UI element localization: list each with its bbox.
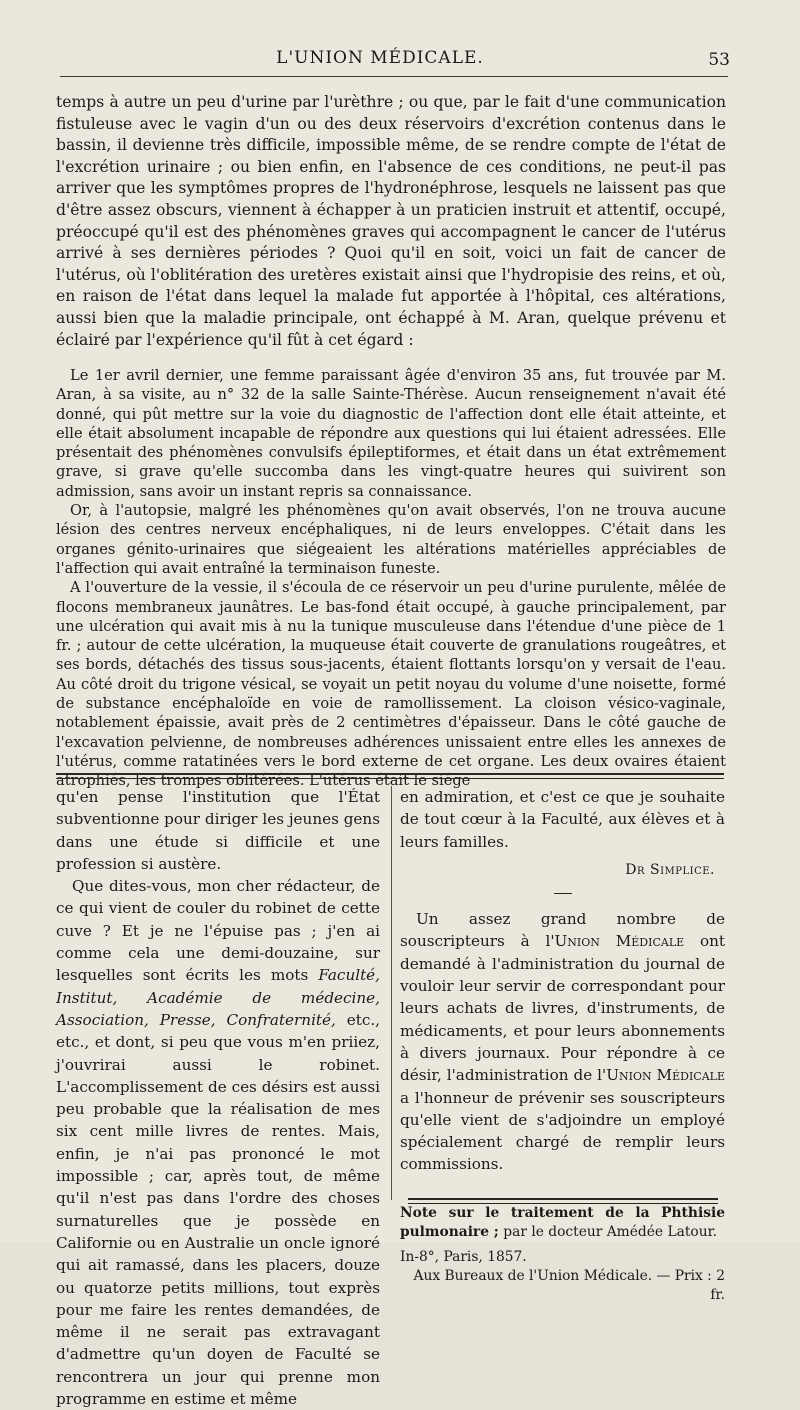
feuilleton-paragraph-1: qu'en pense l'institution que l'État subventionne pour diriger les jeunes gens dans une étude si difficile et une profession si austère. (56, 788, 380, 873)
book-author: par le docteur Amédée Latour. (498, 1223, 718, 1240)
author-signature: Dr Simplice. (625, 861, 715, 878)
running-head (0, 48, 800, 72)
feuilleton-rule-thin (56, 778, 724, 779)
notice-text: Un assez grand nombre de souscripteurs à l' (400, 910, 725, 951)
feuilleton-text: Que dites-vous, mon cher rédacteur, de ce qui vient de couler du robinet de cette cuve ? Et je ne l'épuise pas ; j'en ai comme cela une demi-douzaine, sur lesquelles sont écrits les mots (56, 877, 380, 985)
notice-text: ont demandé à l'administration du journal de vouloir leur servir de correspondant pour leurs achats de livres, d'instruments, de médicaments, et pour leurs abonnements à divers journaux. Pour répondre à ce désir, l'administration de l' (400, 932, 726, 1085)
case-paragraph-3: A l'ouverture de la vessie, il s'écoula de ce réservoir un peu d'urine purulente, mêlée de flocons membraneux jaunâtres. Le bas-fond était occupé, à gauche principalement, par une ulcération qui avait mis à nu la tunique musculeuse dans l'étendue d'une pièce de 1 fr. ; autour de cette ulcération, la muqueuse était couverte de granulations rougeâtres, et ses bords, détachés des tissus sous-jacents, étaient flottants lorsqu'on y versait de l'eau. Au côté droit du trigone vésical, se voyait un petit noyau du volume d'une noisette, formé de substance encéphaloïde en voie de ramollissement. La cloison vésico-vaginale, notablement épaissie, avait près de 2 centimètres d'épaisseur. Dans le côté gauche de l'excavation pelvienne, de nombreuses adhérences unissaient entre elles les annexes de l'utérus, comme ratatinées vers le bord externe de cet organe. Les deux ovaires étaient atrophiés, les trompes oblitérées. L'utérus était le siége (56, 579, 726, 790)
main-article (56, 92, 726, 351)
notice-text: a l'honneur de prévenir ses souscripteurs qu'elle vient de s'adjoindre un employé spécialement chargé de remplir leurs commissions. (400, 1088, 725, 1174)
book-price: Aux Bureaux de l'Union Médicale. — Prix : 2 fr. (413, 1267, 725, 1303)
case-report (56, 366, 726, 791)
journal-name: Union Médicale (606, 1066, 725, 1085)
journal-title: L'UNION MÉDICALE. (276, 48, 484, 68)
book-announcement (400, 1204, 725, 1242)
feuilleton-left-column (56, 786, 380, 1410)
feuilleton-right-column (400, 786, 725, 1305)
page-number: 53 (708, 50, 730, 70)
book-rule-thick (408, 1198, 718, 1200)
book-details: In-8°, Paris, 1857. (400, 1248, 527, 1265)
column-divider (391, 786, 392, 1200)
article-paragraph: temps à autre un peu d'urine par l'urèthre ; ou que, par le fait d'une communication fistuleuse avec le vagin d'un ou des deux réservoirs d'excrétion contenus dans le bassin, il devienne très difficile, impossible même, de se rendre compte de l'état de l'excrétion urinaire ; ou bien enfin, en l'absence de ces conditions, ne peut-il pas arriver que les symptômes propres de l'hydronéphrose, lesquels ne laissent pas que d'être assez obscurs, viennent à échapper à un praticien instruit et attentif, occupé, préoccupé qu'il est des phénomènes graves qui accompagnent le cancer de l'utérus arrivé à ses dernières périodes ? Quoi qu'il en soit, voici un fait de cancer de l'utérus, où l'oblitération des uretères existait ainsi que l'hydropisie des reins, et où, en raison de l'état dans lequel la malade fut apportée à l'hôpital, ces altérations, aussi bien que la maladie principale, ont échappé à M. Aran, quelque prévenu et éclairé par l'expérience qu'il fût à cet égard : (56, 93, 726, 349)
feuilleton-paragraph-2 (56, 875, 380, 1410)
book-title: Note sur le traitement de la Phthisie pulmonaire ; (400, 1204, 725, 1240)
case-paragraph-2: Or, à l'autopsie, malgré les phénomènes qu'on avait observés, l'on ne trouva aucune lésion des centres nerveux encéphaliques, ni de leurs enveloppes. C'était dans les organes génito-urinaires que siégeaient les altérations matérielles appréciables de l'affection qui avait entraîné la terminaison funeste. (56, 502, 726, 577)
journal-name: Union Médicale (554, 932, 685, 951)
subscriber-notice (400, 908, 725, 1176)
feuilleton-closing: en admiration, et c'est ce que je souhaite de tout cœur à la Faculté, aux élèves et à leurs familles. (400, 788, 725, 851)
case-paragraph-1: Le 1er avril dernier, une femme paraissant âgée d'environ 35 ans, fut trouvée par M. Aran, à sa visite, au n° 32 de la salle Sainte-Thérèse. Aucun renseignement n'avait été donné, qui pût mettre sur la voie du diagnostic de l'affection dont elle était atteinte, et elle était absolument incapable de répondre aux questions qui lui étaient adressées. Elle présentait des phénomènes convulsifs épileptiformes, et était dans un état extrêmement grave, si grave qu'elle succomba dans les vingt-quatre heures qui suivirent son admission, sans avoir un instant repris sa connaissance. (56, 367, 726, 500)
feuilleton-italic-words: Faculté, Institut, Académie de médecine, Association, Presse, Confraternité, (56, 966, 380, 1029)
header-rule (60, 76, 728, 77)
feuilleton-text: etc., etc., et dont, si peu que vous m'en priiez, j'ouvrirai aussi le robinet. L'accomplissement de ces désirs est aussi peu probable que la réalisation de mes six cent mille livres de rentes. Mais, enfin, je n'ai pas prononcé le mot impossible ; car, après tout, de même qu'il n'est pas dans l'ordre des choses surnaturelles que je possède en Californie ou en Australie un oncle ignoré qui ait ramassé, dans les placers, douze ou quatorze petits millions, tout exprès pour me faire les rentes demandées, de même il ne serait pas extravagant d'admettre qu'un doyen de Faculté se rencontrera un jour qui prenne mon programme en estime et même (56, 1010, 380, 1409)
feuilleton-rule-thick (56, 773, 724, 775)
section-dash (554, 893, 572, 894)
